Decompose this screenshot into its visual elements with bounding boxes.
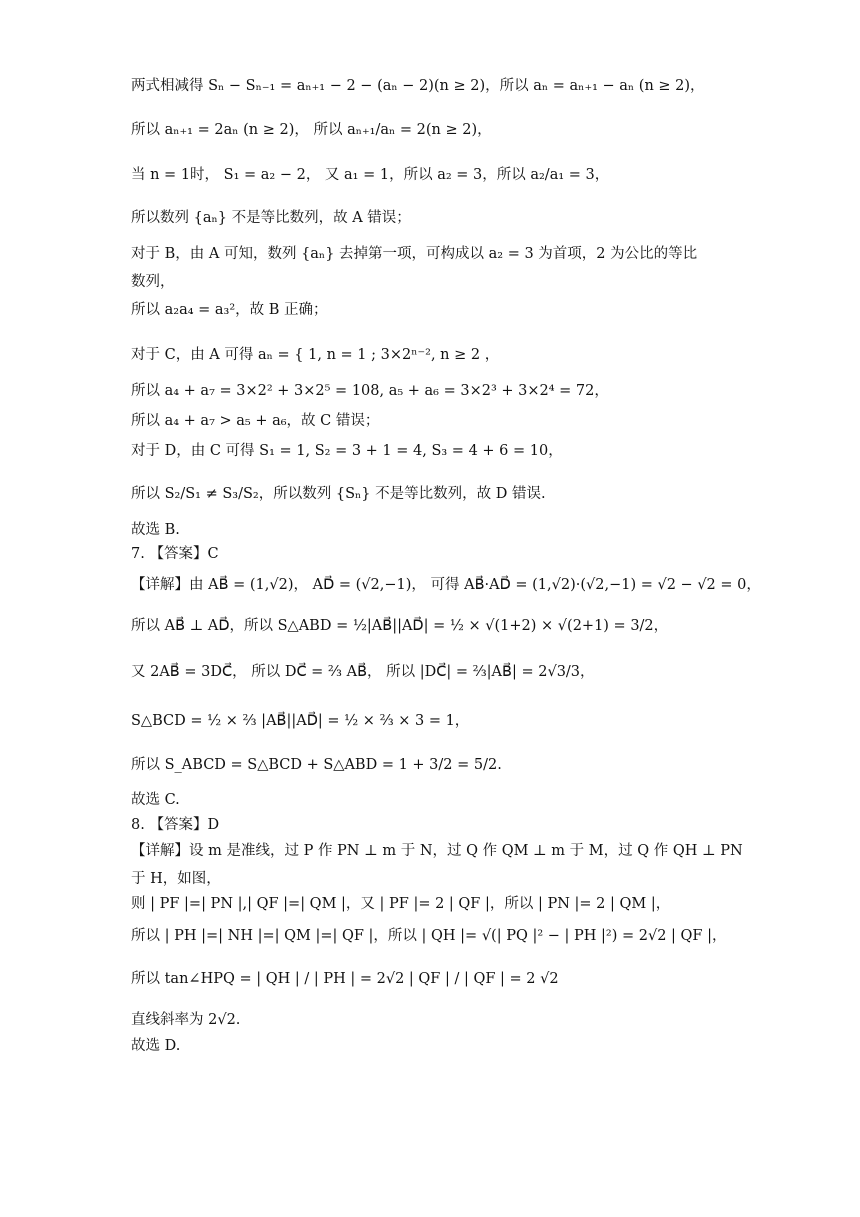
section-heading: 8. 【答案】D [131, 817, 220, 833]
text-line: 故选 D. [131, 1038, 181, 1054]
text-line: 【详解】设 m 是准线，过 P 作 PN ⊥ m 于 N，过 Q 作 QM ⊥ m 于 M，过 Q 作 QH ⊥ PN [131, 843, 743, 859]
text-line: 所以 S_ABCD = S△BCD + S△ABD = 1 + 3/2 = 5/2. [131, 757, 502, 773]
text-line: 【详解】由 AB⃗ = (1,√2)， AD⃗ = (√2,−1)， 可得 AB⃗·AD⃗ = (1,√2)·(√2,−1) = √2 − √2 = 0， [131, 577, 761, 593]
text-line: 对于 B，由 A 可知，数列 {aₙ} 去掉第一项，可构成以 a₂ = 3 为首项，2 为公比的等比 [131, 246, 698, 262]
text-line: 于 H，如图， [131, 871, 221, 887]
text-line: 所以 a₄ + a₇ > a₅ + a₆，故 C 错误； [131, 413, 380, 429]
text-line: 又 2AB⃗ = 3DC⃗， 所以 DC⃗ = ⅔ AB⃗， 所以 |DC⃗| = ⅔|AB⃗| = 2√3/3， [131, 664, 595, 680]
text-line: 所以 aₙ₊₁ = 2aₙ (n ≥ 2)， 所以 aₙ₊₁/aₙ = 2(n ≥ 2)， [131, 122, 492, 138]
text-line: 所以 S₂/S₁ ≠ S₃/S₂，所以数列 {Sₙ} 不是等比数列，故 D 错误. [131, 486, 546, 502]
text-line: 故选 B. [131, 522, 180, 538]
text-line: 则 | PF |=| PN |,| QF |=| QM |，又 | PF |= 2 | QF |，所以 | PN |= 2 | QM |， [131, 896, 671, 912]
text-line: S△BCD = ½ × ⅔ |AB⃗||AD⃗| = ½ × ⅔ × 3 = 1， [131, 713, 470, 729]
text-line: 所以 | PH |=| NH |=| QM |=| QF |，所以 | QH |= √(| PQ |² − | PH |²) = 2√2 | QF |， [131, 928, 727, 944]
text-line: 当 n = 1时， S₁ = a₂ − 2， 又 a₁ = 1，所以 a₂ = 3，所以 a₂/a₁ = 3， [131, 167, 610, 183]
section-heading: 7. 【答案】C [131, 546, 219, 562]
text-line: 故选 C. [131, 792, 180, 808]
text-line: 所以 a₄ + a₇ = 3×2² + 3×2⁵ = 108, a₅ + a₆ = 3×2³ + 3×2⁴ = 72， [131, 383, 609, 399]
text-line: 对于 C，由 A 可得 aₙ = { 1, n = 1 ; 3×2ⁿ⁻², n ≥ 2 ， [131, 347, 500, 363]
text-line: 所以 AB⃗ ⊥ AD⃗，所以 S△ABD = ½|AB⃗||AD⃗| = ½ × √(1+2) × √(2+1) = 3/2， [131, 618, 669, 634]
text-line: 所以 tan∠HPQ = | QH | / | PH | = 2√2 | QF | / | QF | = 2 √2 [131, 971, 559, 987]
text-line: 两式相减得 Sₙ − Sₙ₋₁ = aₙ₊₁ − 2 − (aₙ − 2)(n ≥ 2)，所以 aₙ = aₙ₊₁ − aₙ (n ≥ 2)， [131, 78, 705, 94]
text-line: 所以 a₂a₄ = a₃²，故 B 正确； [131, 302, 328, 318]
text-line: 直线斜率为 2√2. [131, 1012, 241, 1028]
text-line: 对于 D，由 C 可得 S₁ = 1, S₂ = 3 + 1 = 4, S₃ = 4 + 6 = 10， [131, 443, 563, 459]
text-line: 所以数列 {aₙ} 不是等比数列，故 A 错误； [131, 210, 411, 226]
text-line: 数列， [131, 274, 175, 290]
